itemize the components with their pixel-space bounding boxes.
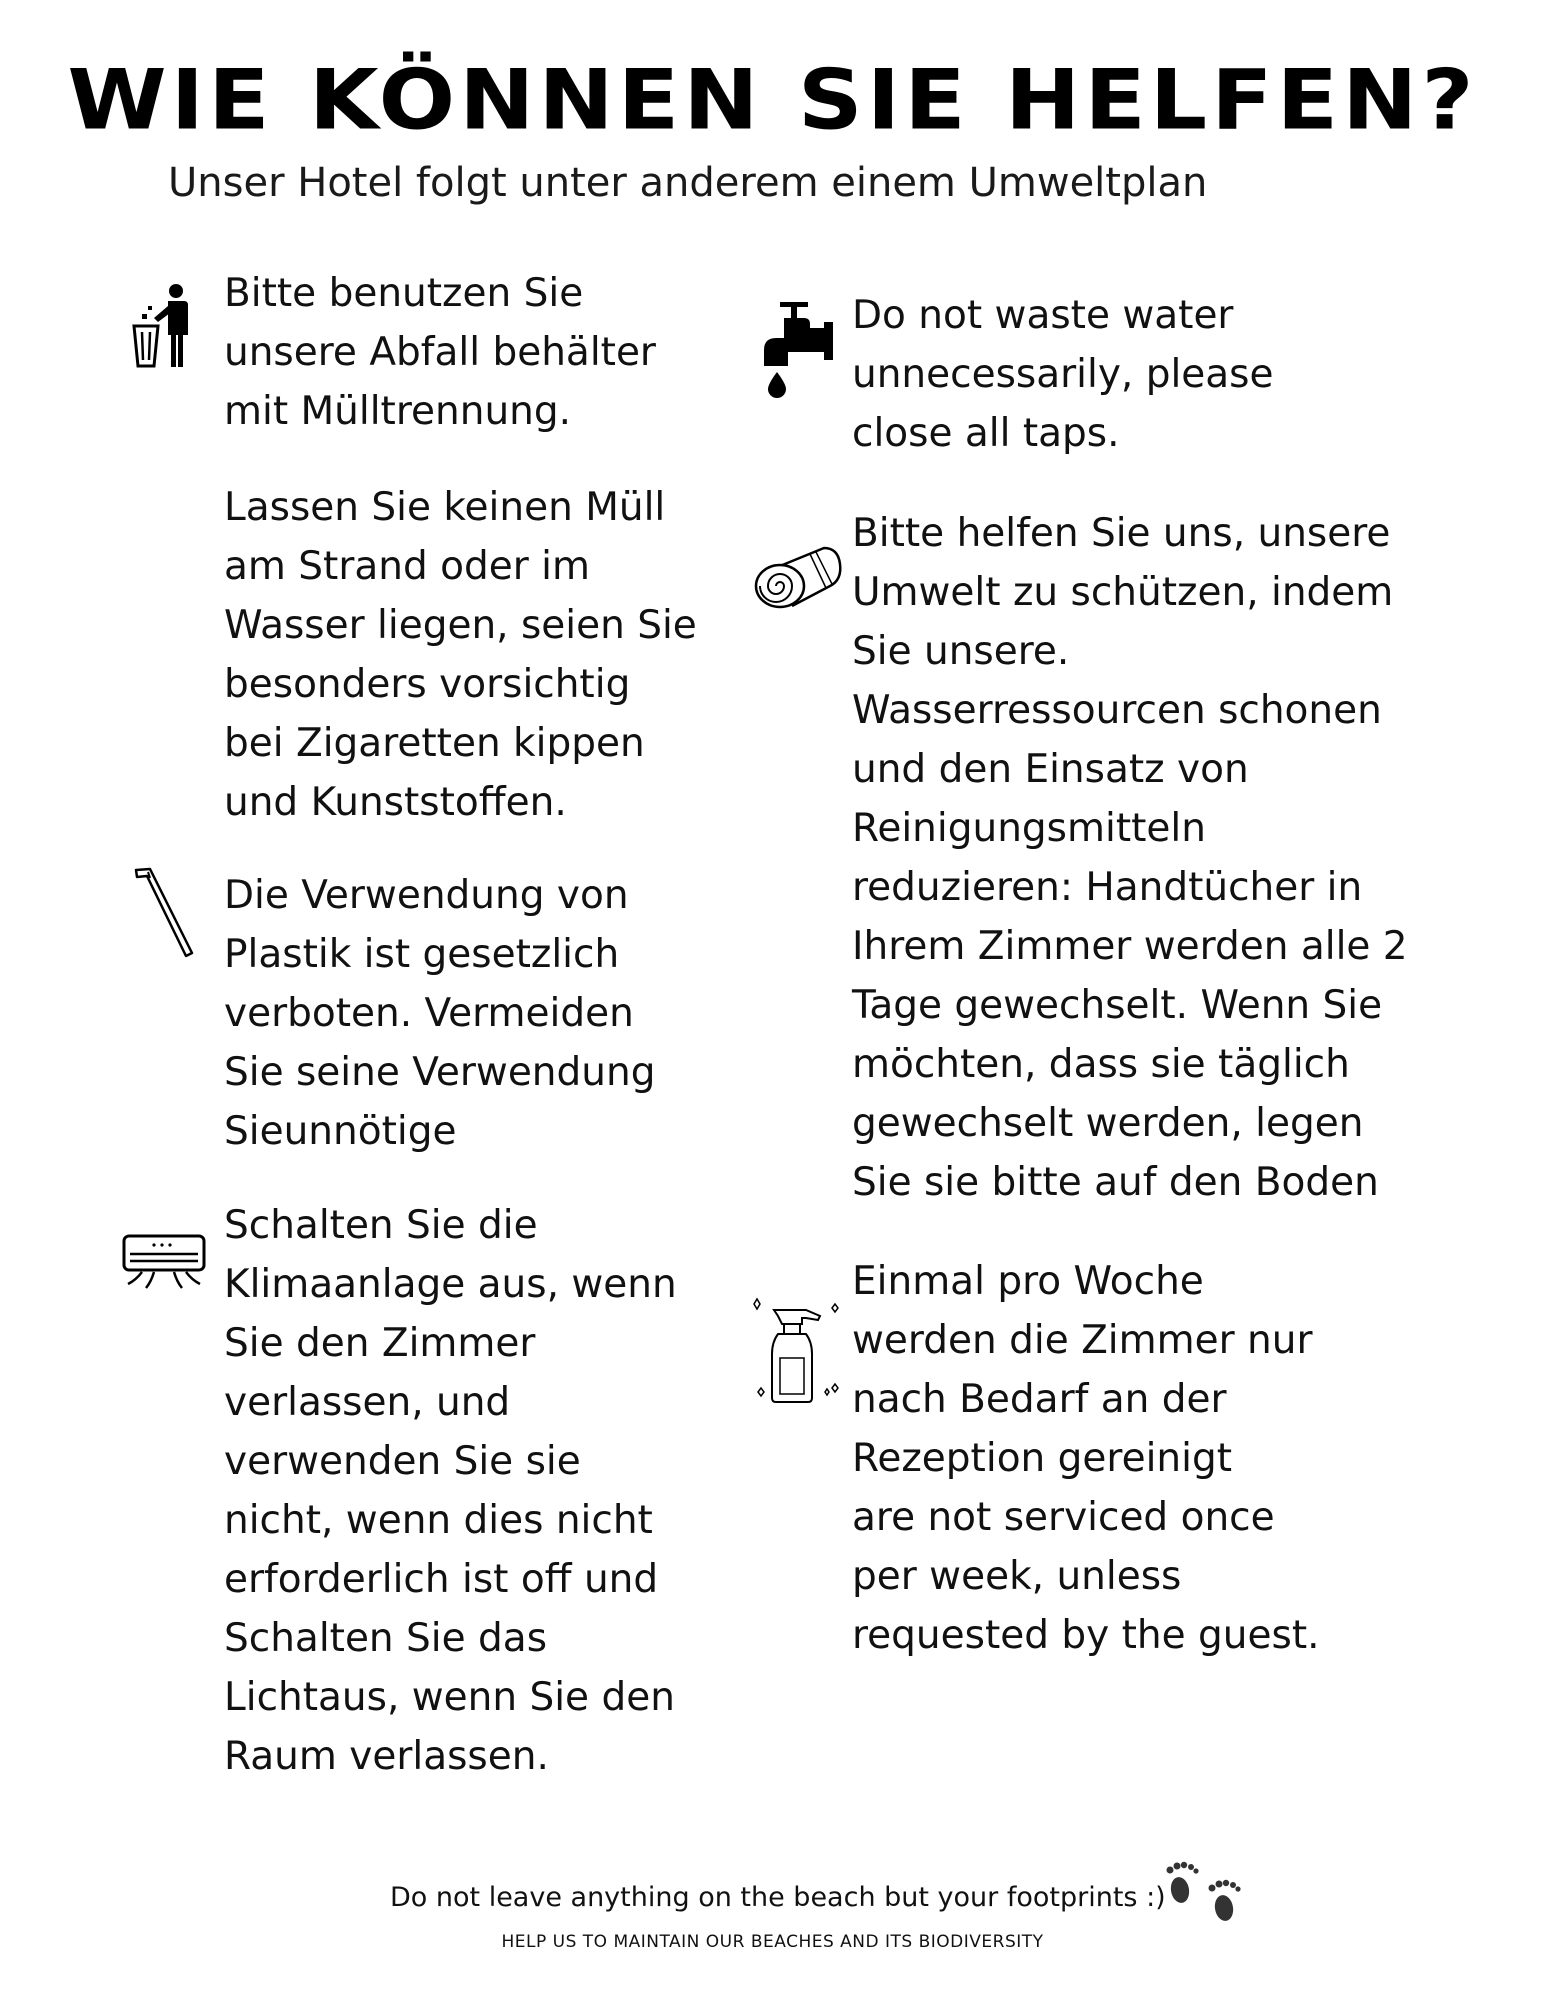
page-title: WIE KÖNNEN SIE HELFEN?: [67, 52, 1478, 149]
waste-sorting-text: Bitte benutzen Sie unsere Abfall behälter mit Mülltrennung.: [224, 271, 656, 434]
footer-slogan: Do not leave anything on the beach but your footprints :): [390, 1882, 1166, 1913]
rolled-towel-icon: [752, 544, 844, 614]
spray-bottle-icon: [748, 1296, 848, 1408]
room-cleaning-text: Einmal pro Woche werden die Zimmer nur nach Bedarf an der Rezeption gereinigt are not serviced once per week, unless requested by the guest.: [852, 1259, 1320, 1658]
water-saving-text: Do not waste water unnecessarily, please close all taps.: [852, 293, 1274, 456]
straw-icon: [130, 866, 200, 958]
beach-litter-text: Lassen Sie keinen Müll am Strand oder im Wasser liegen, seien Sie besonders vorsichtig bei Zigaretten kippen und Kunststoffen.: [224, 485, 697, 825]
plastic-ban-text: Die Verwendung von Plastik ist gesetzlich verboten. Vermeiden Sie seine Verwendung Sieunnötige: [224, 873, 656, 1154]
air-conditioning-text: Schalten Sie die Klimaanlage aus, wenn Sie den Zimmer verlassen, und verwenden Sie sie nicht, wenn dies nicht erforderlich ist off und Schalten Sie das Lichtaus, wenn Sie den Raum verlassen.: [224, 1203, 677, 1779]
footer-tagline: HELP US TO MAINTAIN OUR BEACHES AND ITS BIODIVERSITY: [501, 1932, 1044, 1952]
footprints-icon: [1164, 1860, 1246, 1934]
water-tap-icon: [754, 300, 834, 404]
page-subtitle: Unser Hotel folgt unter anderem einem Umweltplan: [168, 160, 1208, 206]
air-conditioner-icon: [122, 1234, 206, 1294]
towel-policy-text: Bitte helfen Sie uns, unsere Umwelt zu schützen, indem Sie unsere. Wasserressourcen schonen und den Einsatz von Reinigungsmitteln reduzieren: Handtücher in Ihrem Zimmer werden alle 2 Tage gewechselt. Wenn Sie möchten, dass sie täglich gewechselt werden, legen Sie sie bitte auf den Boden: [852, 511, 1408, 1205]
trash-bin-person-icon: [132, 282, 192, 370]
